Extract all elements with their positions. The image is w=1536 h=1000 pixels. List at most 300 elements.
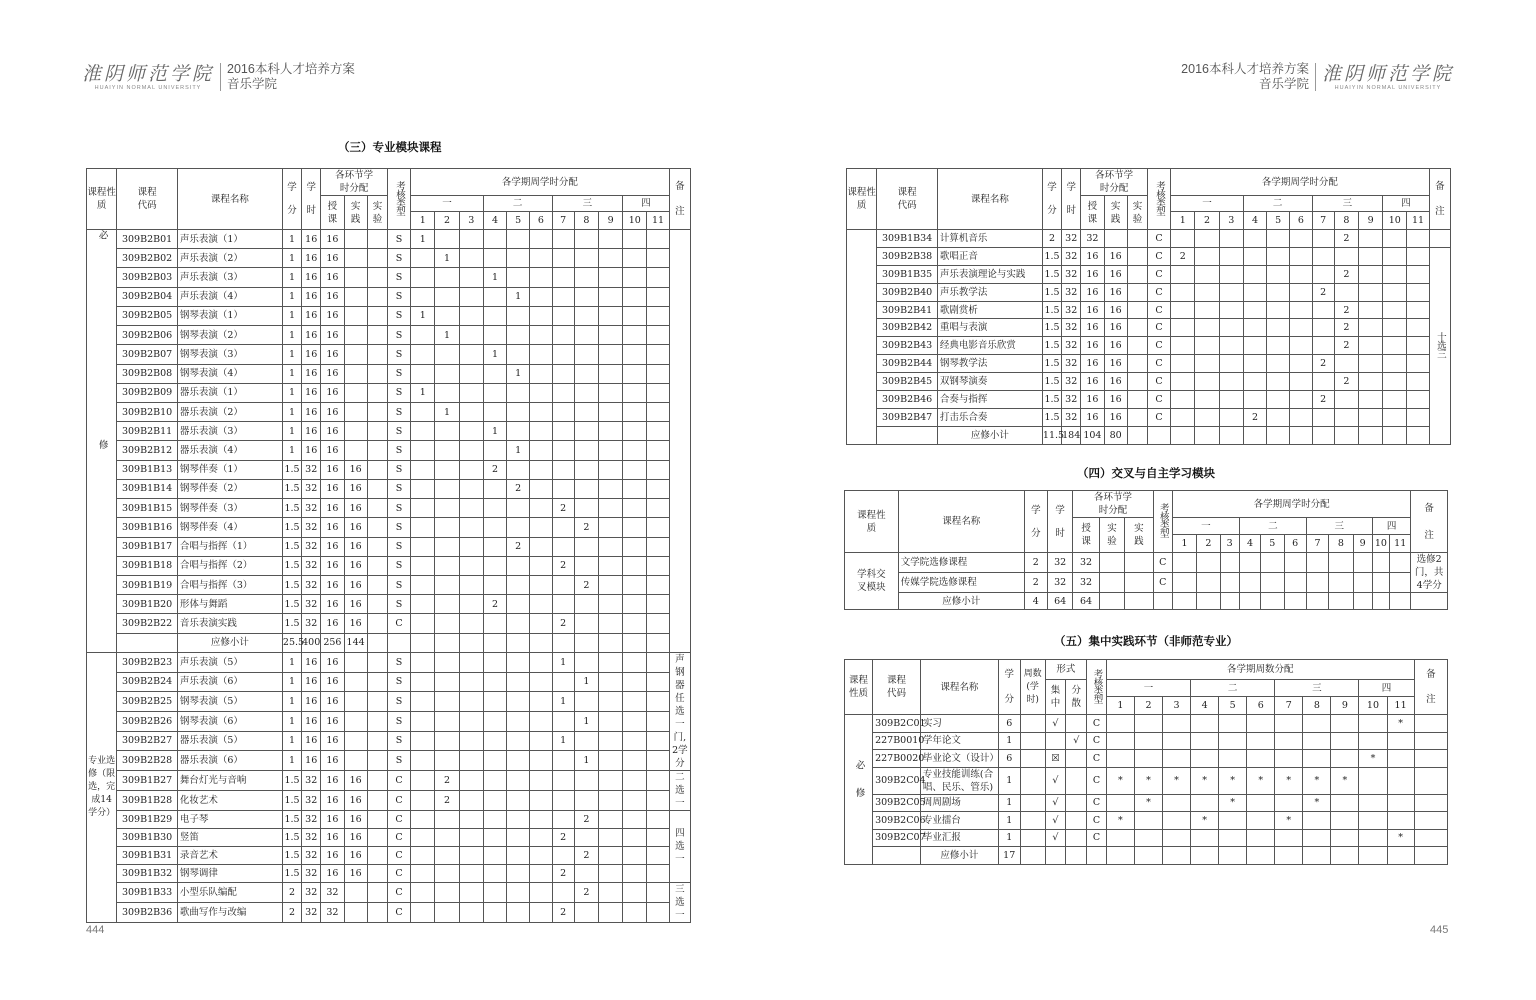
course-code: 309B2B02 — [117, 249, 178, 268]
course-row — [847, 319, 1451, 337]
term-cell: * — [1134, 767, 1162, 794]
term-cell — [530, 595, 552, 614]
term-cell — [552, 518, 574, 537]
term-1: 1 — [1172, 535, 1196, 553]
term-cell — [411, 692, 435, 712]
experiment-hours — [367, 499, 387, 518]
course-row — [845, 829, 1448, 847]
term-cell — [598, 499, 622, 518]
col-exam — [1087, 660, 1107, 715]
exam-type: C — [1147, 391, 1170, 409]
experiment-hours — [367, 268, 387, 287]
term-cell — [1106, 715, 1134, 733]
term-cell — [574, 402, 598, 421]
term-cell — [1312, 408, 1334, 426]
term-cell — [1358, 426, 1382, 444]
weeks — [1020, 794, 1045, 812]
term-cell — [647, 479, 669, 498]
col-alloc: 各环节学时分配 — [1081, 169, 1148, 196]
term-cell — [411, 864, 435, 882]
term-cell — [1329, 553, 1353, 573]
experiment-hours — [367, 326, 387, 345]
course-row — [845, 750, 1448, 768]
term-cell — [411, 902, 435, 922]
course-name: 钢琴表演（5） — [177, 692, 282, 712]
practice-hours — [344, 402, 367, 421]
experiment-hours — [1127, 391, 1147, 409]
empty-cell — [1020, 847, 1045, 865]
course-code: 309B2B38 — [877, 247, 938, 265]
term-cell — [598, 751, 622, 771]
practice-hours: 16 — [344, 864, 367, 882]
credit: 1.5 — [282, 791, 301, 811]
exam-type: S — [387, 441, 410, 460]
course-name: 学年论文 — [920, 732, 998, 750]
hours: 32 — [1062, 230, 1081, 248]
lecture-hours: 16 — [321, 791, 344, 811]
exam-type: S — [387, 383, 410, 402]
exam-type: C — [387, 828, 410, 846]
term-cell: * — [1387, 829, 1414, 847]
term-cell: 1 — [411, 383, 435, 402]
group-cell — [847, 230, 877, 445]
term-cell — [574, 499, 598, 518]
group-required — [845, 715, 873, 865]
term-cell — [1134, 750, 1162, 768]
hours: 32 — [1062, 408, 1081, 426]
practice-hours: 16 — [1104, 408, 1127, 426]
practice-hours: 16 — [344, 556, 367, 575]
term-cell — [1290, 408, 1312, 426]
course-row — [87, 287, 691, 306]
subtotal-label: 应修小计 — [920, 847, 998, 865]
col-practice: 实践 — [1104, 196, 1127, 230]
term-cell — [435, 902, 459, 922]
term-cell — [1303, 829, 1331, 847]
course-code: 309B2C01 — [873, 715, 921, 733]
term-cell — [647, 771, 669, 791]
practice-hours — [344, 441, 367, 460]
term-cell — [647, 653, 669, 673]
term-cell: 1 — [483, 422, 506, 441]
course-code: 309B2B27 — [117, 731, 178, 751]
course-code: 309B2B36 — [117, 902, 178, 922]
experiment-hours — [1127, 301, 1147, 319]
course-code: 309B2B05 — [117, 306, 178, 325]
course-name: 重唱与表演 — [937, 319, 1042, 337]
term-cell — [1383, 301, 1407, 319]
course-name: 器乐表演（3） — [177, 422, 282, 441]
col-credit — [1024, 491, 1047, 553]
term-cell — [1243, 319, 1266, 337]
term-cell — [483, 902, 506, 922]
exam-type: C — [387, 614, 410, 633]
course-row — [87, 811, 691, 829]
practice-hours — [344, 422, 367, 441]
col-alloc: 各环节学时分配 — [1073, 491, 1153, 518]
remark-cell — [1429, 247, 1450, 444]
term-4: 4 — [1243, 212, 1266, 230]
hours-header-b: 时 — [1055, 527, 1065, 539]
term-cell — [411, 268, 435, 287]
term-cell — [1407, 355, 1429, 373]
term-cell — [552, 402, 574, 421]
term-cell — [1312, 319, 1334, 337]
term-cell — [411, 499, 435, 518]
term-cell — [598, 402, 622, 421]
term-cell — [1334, 391, 1358, 409]
term-cell — [507, 791, 530, 811]
plan-title: 2016本科人才培养方案 — [1181, 62, 1309, 76]
term-cell — [1243, 426, 1266, 444]
lecture-hours: 16 — [321, 518, 344, 537]
term-cell — [598, 441, 622, 460]
term-cell — [574, 692, 598, 712]
term-cell — [411, 402, 435, 421]
term-cell — [574, 479, 598, 498]
term-cell — [1331, 732, 1359, 750]
term-cell — [507, 846, 530, 864]
term-cell — [647, 672, 669, 692]
term-cell — [1290, 373, 1312, 391]
lecture-hours: 16 — [321, 306, 344, 325]
lecture-hours: 16 — [321, 614, 344, 633]
course-code: 309B1B34 — [877, 230, 938, 248]
term-9: 9 — [1353, 535, 1372, 553]
credit: 1.5 — [1042, 301, 1061, 319]
term-cell — [552, 791, 574, 811]
col-name: 课程名称 — [898, 491, 1024, 553]
exam-type: S — [387, 287, 410, 306]
term-cell — [411, 326, 435, 345]
term-cell: 2 — [552, 902, 574, 922]
term-cell — [1275, 715, 1303, 733]
term-cell — [574, 460, 598, 479]
term-cell — [435, 614, 459, 633]
term-cell — [647, 460, 669, 479]
term-cell: * — [1219, 794, 1247, 812]
term-cell: 2 — [435, 771, 459, 791]
term-11: 11 — [1387, 697, 1414, 715]
term-cell: 2 — [552, 556, 574, 575]
course-code: 309B2B47 — [877, 408, 938, 426]
term-cell — [1219, 715, 1247, 733]
term-cell — [459, 633, 483, 652]
term-cell — [1387, 812, 1414, 830]
course-code: 309B2B24 — [117, 672, 178, 692]
col-name: 课程名称 — [937, 169, 1042, 230]
exam-type: S — [387, 230, 410, 249]
term-cell — [530, 422, 552, 441]
term-cell: 1 — [507, 287, 530, 306]
term-cell — [1163, 829, 1191, 847]
term-5: 5 — [1219, 697, 1247, 715]
term-cell — [1290, 426, 1312, 444]
dispersed-mark — [1066, 715, 1087, 733]
year-4: 四 — [1383, 196, 1429, 212]
course-name: 录音艺术 — [177, 846, 282, 864]
course-row — [87, 230, 691, 249]
credit: 1 — [998, 732, 1020, 750]
term-cell — [1219, 847, 1247, 865]
lecture-hours: 32 — [1081, 230, 1104, 248]
term-cell — [507, 751, 530, 771]
term-cell — [483, 828, 506, 846]
term-cell — [1290, 230, 1312, 248]
term-cell — [1172, 573, 1196, 593]
term-cell: 2 — [574, 518, 598, 537]
term-cell — [1334, 355, 1358, 373]
term-cell — [647, 731, 669, 751]
term-cell — [411, 287, 435, 306]
course-name: 器乐表演（6） — [177, 751, 282, 771]
term-cell — [574, 306, 598, 325]
practice-hours — [344, 364, 367, 383]
term-cell — [507, 811, 530, 829]
exam-type: C — [387, 902, 410, 922]
term-cell — [1407, 319, 1429, 337]
experiment-hours — [1127, 247, 1147, 265]
term-cell — [598, 230, 622, 249]
term-cell — [623, 771, 647, 791]
term-cell — [459, 287, 483, 306]
credit: 1 — [998, 829, 1020, 847]
term-cell — [1303, 812, 1331, 830]
col-experiment: 实验 — [1127, 196, 1147, 230]
term-cell — [1261, 553, 1284, 573]
term-cell — [1171, 265, 1195, 283]
term-cell — [411, 828, 435, 846]
exam-type: C — [1087, 829, 1107, 847]
term-cell — [623, 230, 647, 249]
subtotal-credit: 4 — [1024, 593, 1047, 610]
year-1: 一 — [411, 196, 484, 212]
practice-hours — [344, 268, 367, 287]
course-row — [847, 301, 1451, 319]
page-header-left — [82, 62, 355, 92]
term-cell — [435, 306, 459, 325]
experiment-hours — [367, 791, 387, 811]
course-code: 309B2B12 — [117, 441, 178, 460]
term-cell — [435, 556, 459, 575]
hours: 32 — [1062, 355, 1081, 373]
hours: 32 — [1062, 283, 1081, 301]
credit: 2 — [282, 882, 301, 902]
experiment-hours — [1127, 230, 1147, 248]
remark-cell — [1411, 593, 1448, 610]
remark-cell: 声钢器任选一门,2学分 — [669, 653, 690, 771]
col-code: 课程代码 — [877, 169, 938, 230]
course-name: 钢琴表演（1） — [177, 306, 282, 325]
term-cell — [598, 556, 622, 575]
term-cell — [530, 751, 552, 771]
subtotal-exam — [387, 633, 410, 652]
experiment-hours — [1127, 265, 1147, 283]
term-cell: 1 — [552, 692, 574, 712]
term-cell — [411, 711, 435, 731]
course-name: 器乐表演（1） — [177, 383, 282, 402]
practice-table — [844, 659, 1448, 865]
term-cell — [647, 230, 669, 249]
term-10: 10 — [1383, 212, 1407, 230]
exam-type: C — [1087, 812, 1107, 830]
term-cell — [435, 479, 459, 498]
term-cell — [1358, 301, 1382, 319]
lecture-hours: 16 — [1081, 247, 1104, 265]
subtotal-hours: 400 — [302, 633, 321, 652]
subtotal-hours: 64 — [1048, 593, 1073, 610]
hours: 16 — [302, 672, 321, 692]
term-cell — [1247, 847, 1275, 865]
term-cell — [507, 306, 530, 325]
course-code: 309B2B06 — [117, 326, 178, 345]
term-cell — [598, 268, 622, 287]
term-cell — [1171, 319, 1195, 337]
term-cell — [598, 326, 622, 345]
term-cell — [1219, 337, 1243, 355]
term-cell — [530, 230, 552, 249]
course-name: 形体与舞蹈 — [177, 595, 282, 614]
term-cell — [623, 731, 647, 751]
credit: 1.5 — [1042, 391, 1061, 409]
term-cell — [574, 864, 598, 882]
term-cell — [530, 614, 552, 633]
credit-header-a: 学 — [1047, 182, 1057, 193]
term-cell — [483, 556, 506, 575]
term-cell — [647, 614, 669, 633]
term-cell — [552, 441, 574, 460]
hours: 32 — [302, 537, 321, 556]
lecture-hours: 16 — [321, 811, 344, 829]
term-cell — [1306, 573, 1328, 593]
term-cell — [1383, 319, 1407, 337]
hours: 16 — [302, 287, 321, 306]
term-cell — [435, 811, 459, 829]
year-2: 二 — [1243, 196, 1312, 212]
term-cell — [598, 518, 622, 537]
header-divider — [220, 63, 221, 91]
weeks — [1020, 829, 1045, 847]
term-cell — [530, 711, 552, 731]
term-cell — [530, 383, 552, 402]
term-cell — [483, 499, 506, 518]
term-cell — [507, 556, 530, 575]
credit: 1 — [282, 249, 301, 268]
term-7: 7 — [1275, 697, 1303, 715]
term-cell — [1390, 593, 1411, 610]
term-cell — [507, 731, 530, 751]
course-name: 声乐表演（5） — [177, 653, 282, 673]
course-name: 舞台灯光与音响 — [177, 771, 282, 791]
subtotal-code — [117, 633, 178, 652]
term-cell: 1 — [483, 268, 506, 287]
term-cell — [530, 518, 552, 537]
credit: 1 — [282, 306, 301, 325]
credit: 1 — [282, 268, 301, 287]
term-cell — [459, 537, 483, 556]
term-cell — [483, 771, 506, 791]
term-cell — [1407, 373, 1429, 391]
course-code: 309B2B26 — [117, 711, 178, 731]
subtotal-credit: 17 — [998, 847, 1020, 865]
term-cell: 2 — [1171, 247, 1195, 265]
term-cell — [1407, 337, 1429, 355]
course-name: 歌唱正音 — [937, 247, 1042, 265]
col-practice: 实践 — [1125, 518, 1153, 553]
term-cell — [411, 595, 435, 614]
group-elective: 专业选修（限选，完成14学分） — [87, 653, 117, 923]
practice-hours: 16 — [344, 614, 367, 633]
lecture-hours: 16 — [321, 422, 344, 441]
term-cell — [1353, 553, 1372, 573]
subtotal-row — [847, 426, 1451, 444]
hours: 16 — [302, 306, 321, 325]
term-cell — [1275, 794, 1303, 812]
col-credit — [1042, 169, 1061, 230]
term-5: 5 — [1267, 212, 1290, 230]
term-cell: 2 — [574, 846, 598, 864]
course-row — [87, 771, 691, 791]
course-name: 毕业汇报 — [920, 829, 998, 847]
col-exam — [387, 169, 410, 230]
hours: 32 — [302, 479, 321, 498]
term-cell — [1219, 812, 1247, 830]
subtotal-code — [873, 847, 921, 865]
term-cell — [647, 711, 669, 731]
exam-type: C — [1147, 408, 1170, 426]
term-cell — [647, 383, 669, 402]
lecture-hours: 16 — [321, 828, 344, 846]
exam-type: S — [387, 692, 410, 712]
exam-type: S — [387, 575, 410, 594]
exam-header: 考核类型 — [1091, 668, 1103, 703]
course-row — [847, 337, 1451, 355]
term-cell — [1290, 319, 1312, 337]
experiment-hours — [1099, 573, 1124, 593]
term-10: 10 — [623, 212, 647, 230]
term-cell — [598, 811, 622, 829]
year-1: 一 — [1171, 196, 1244, 212]
hours-header-b: 时 — [1066, 205, 1076, 216]
remark-header-b: 注 — [1426, 694, 1436, 705]
term-cell — [507, 268, 530, 287]
lecture-hours: 16 — [321, 499, 344, 518]
term-cell: 1 — [435, 326, 459, 345]
concentrated-mark: √ — [1045, 715, 1066, 733]
credit: 1 — [282, 731, 301, 751]
course-name: 经典电影音乐欣赏 — [937, 337, 1042, 355]
credit: 1 — [282, 422, 301, 441]
experiment-hours — [367, 902, 387, 922]
term-cell: * — [1134, 794, 1162, 812]
term-cell — [623, 672, 647, 692]
university-logo — [1322, 64, 1454, 91]
practice-hours — [344, 653, 367, 673]
term-cell — [1329, 573, 1353, 593]
term-cell — [1247, 829, 1275, 847]
term-cell — [598, 479, 622, 498]
term-cell — [1372, 593, 1389, 610]
hours: 16 — [302, 751, 321, 771]
term-cell — [530, 345, 552, 364]
exam-type: C — [387, 882, 410, 902]
credit: 1.5 — [1042, 355, 1061, 373]
lecture-hours: 16 — [321, 653, 344, 673]
concentrated-mark: √ — [1045, 794, 1066, 812]
term-cell — [1383, 391, 1407, 409]
course-name: 钢琴表演（2） — [177, 326, 282, 345]
credit: 1 — [998, 767, 1020, 794]
